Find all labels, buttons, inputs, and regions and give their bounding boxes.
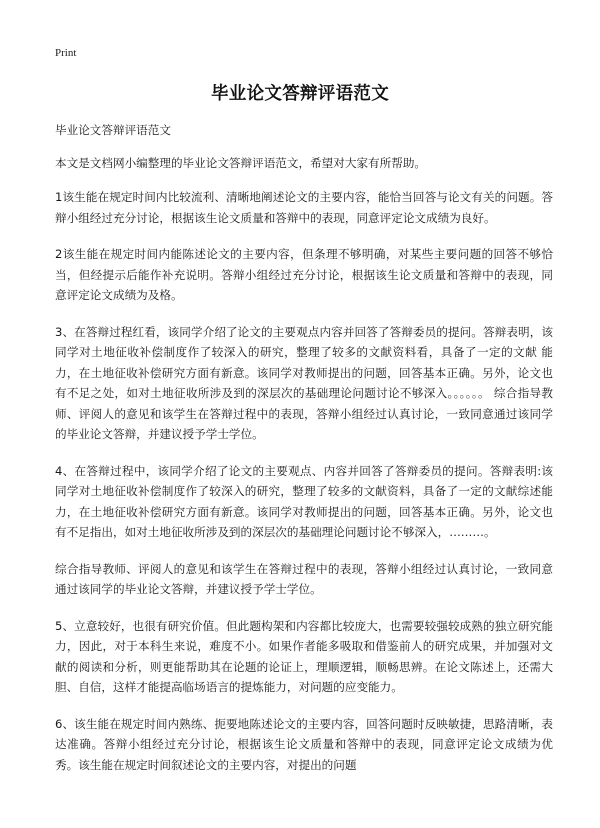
comment-paragraph-1: 1该生能在规定时间内比较流利、清晰地阐述论文的主要内容，能恰当回答与论文有关的问题。答辩小组经过充分讨论，根据该生论文质量和答辩中的表现，同意评定论文成绩为良好。 bbox=[55, 190, 553, 225]
document-body bbox=[55, 120, 553, 791]
print-link[interactable]: Print bbox=[55, 47, 77, 59]
comment-paragraph-3: 3、在答辩过程红看，该同学介绍了论文的主要观点内容并回答了答辩委员的提问。答辩表明，该同学对土地征收补偿制度作了较深入的研究，整理了较多的文献资料看，具备了一定的文献 能力，在土地征收补偿研究方面有新意。该同学对教师提出的问题，回答基本正确。另外，论文也有不足之处，如对土地征收所涉及到的深层次的基础理论问题讨论不够深入。。。。。。 综合指导教师、评阅人的意见和该学生在答辩过程中的表现，答辩小组经过认真讨论，一致同意通过该同学的毕业论文答辩，并建议授予学士学位。 bbox=[55, 324, 553, 441]
intro-paragraph: 本文是文档网小编整理的毕业论文答辩评语范文，希望对大家有所帮助。 bbox=[55, 155, 427, 170]
comment-paragraph-4-conclusion: 综合指导教师、评阅人的意见和该学生在答辩过程中的表现，答辩小组经过认真讨论，一致同意通过该同学的毕业论文答辩，并建议授予学士学位。 bbox=[55, 561, 553, 596]
comment-paragraph-5: 5、立意较好，也很有研究价值。但此题构架和内容都比较庞大，也需要较强较成熟的独立研究能力，因此，对于本科生来说，难度不小。如果作者能多吸取和借鉴前人的研究成果，并加强对文献的阅读和分析，则更能帮助其在论题的论证上，理顺逻辑，顺畅思辨。在论文陈述上，还需大胆、自信，这样才能提高临场语言的提炼能力，对问题的应变能力。 bbox=[55, 618, 553, 694]
comment-paragraph-4: 4、在答辩过程中，该同学介绍了论文的主要观点、内容并回答了答辩委员的提问。答辩表明:该同学对土地征收补偿制度作了较深入的研究，整理了较多的文献资料，具备了一定的文献综述能力，在土地征收补偿研究方面有新意。该同学对教师提出的问题，回答基本正确。另外，论文也有不足指出，如对土地征收所涉及到的深层次的基础理论问题讨论不够深入，………。 bbox=[55, 463, 553, 539]
comment-paragraph-2: 2该生能在规定时间内能陈述论文的主要内容，但条理不够明确，对某些主要问题的回答不够恰当，但经提示后能作补充说明。答辩小组经过充分讨论，根据该生论文质量和答辩中的表现，同意评定论文成绩为及格。 bbox=[55, 247, 553, 302]
document-title: 毕业论文答辩评语范文 bbox=[211, 84, 389, 104]
document-subtitle: 毕业论文答辩评语范文 bbox=[55, 123, 171, 137]
comment-paragraph-6: 6、该生能在规定时间内熟练、扼要地陈述论文的主要内容，回答问题时反映敏捷，思路清晰，表达准确。答辩小组经过充分讨论，根据该生论文质量和答辩中的表现，同意评定论文成绩为优秀。该生能在规定时间叙述论文的主要内容，对提出的问题 bbox=[55, 716, 553, 772]
